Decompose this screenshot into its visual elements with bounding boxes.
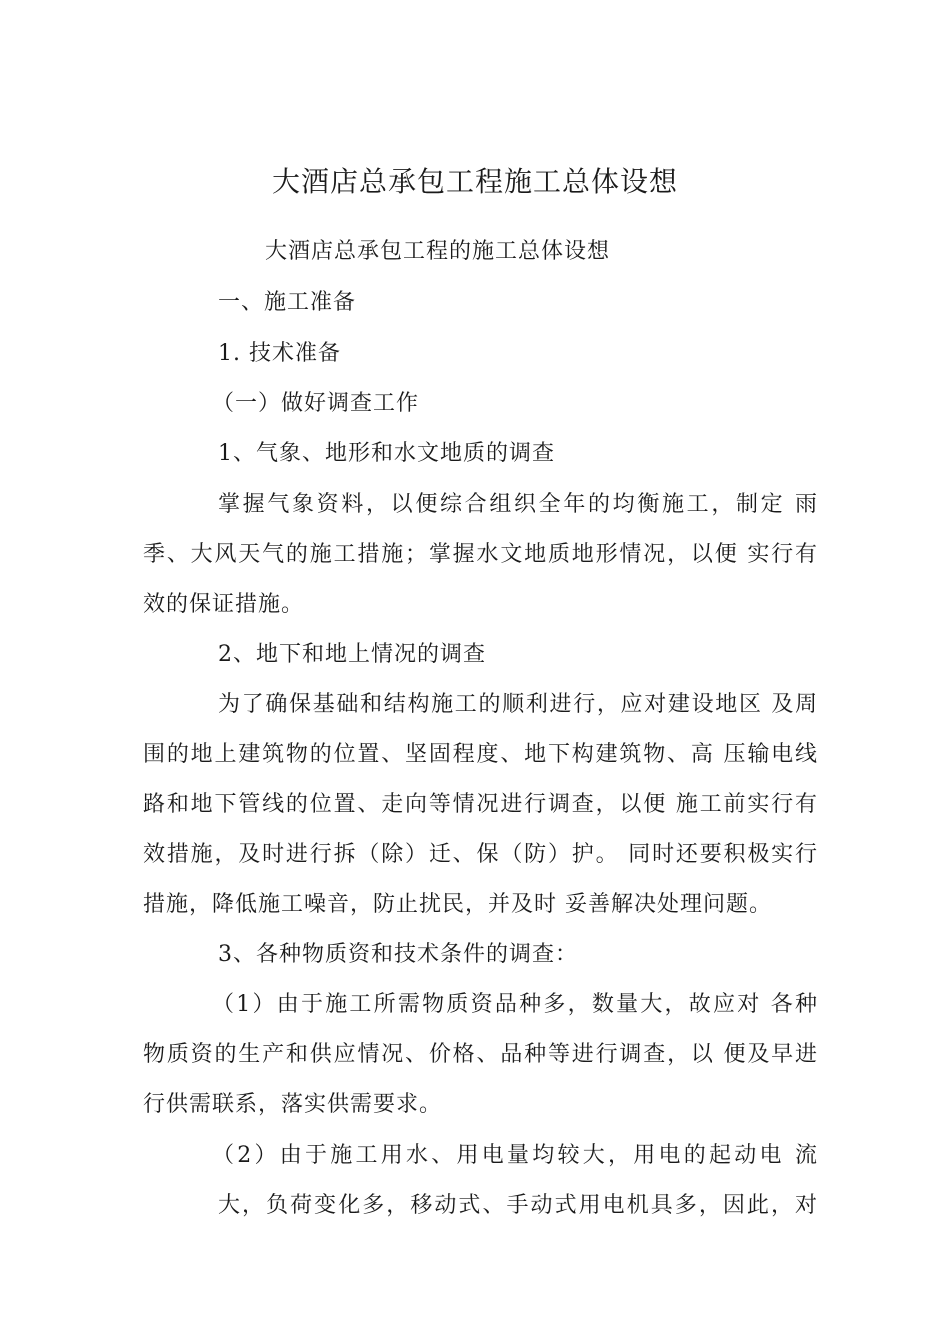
paragraph-line: 行供需联系，落实供需要求。 [143, 1092, 443, 1117]
paragraph-line: 措施，降低施工噪音，防止扰民，并及时 妥善解决处理问题。 [143, 892, 772, 917]
paragraph-line: 季、大风天气的施工措施；掌握水文地质地形情况，以便 实行有 [143, 542, 818, 567]
subsection-heading: 1. 技术准备 [218, 341, 341, 366]
paragraph-line: 效的保证措施。 [143, 592, 305, 617]
section-heading: 一、施工准备 [218, 290, 357, 315]
paragraph-line: 围的地上建筑物的位置、坚固程度、地下构建筑物、高 压输电线 [143, 742, 818, 767]
subsubsection-heading: （一）做好调查工作 [212, 391, 420, 416]
item-title: 3、各种物质资和技术条件的调查： [218, 942, 578, 967]
item-title: 1、气象、地形和水文地质的调查 [218, 441, 555, 466]
document-title: 大酒店总承包工程施工总体设想 [271, 165, 678, 198]
paragraph-line: （1）由于施工所需物质资品种多，数量大，故应对 各种 [212, 992, 818, 1017]
paragraph-line: 大，负荷变化多，移动式、手动式用电机具多，因此，对 [218, 1193, 818, 1218]
paragraph-line: 物质资的生产和供应情况、价格、品种等进行调查，以 便及早进 [143, 1042, 818, 1067]
paragraph-line: 为了确保基础和结构施工的顺利进行，应对建设地区 及周 [218, 692, 818, 717]
paragraph-line: （2）由于施工用水、用电量均较大，用电的起动电 流 [212, 1143, 818, 1168]
paragraph-line: 掌握气象资料，以便综合组织全年的均衡施工，制定 雨 [218, 492, 818, 517]
item-title: 2、地下和地上情况的调查 [218, 642, 486, 667]
paragraph-line: 路和地下管线的位置、走向等情况进行调查，以便 施工前实行有 [143, 792, 818, 817]
subtitle: 大酒店总承包工程的施工总体设想 [265, 239, 611, 264]
paragraph-line: 效措施，及时进行拆（除）迁、保（防）护。 同时还要积极实行 [143, 842, 818, 867]
